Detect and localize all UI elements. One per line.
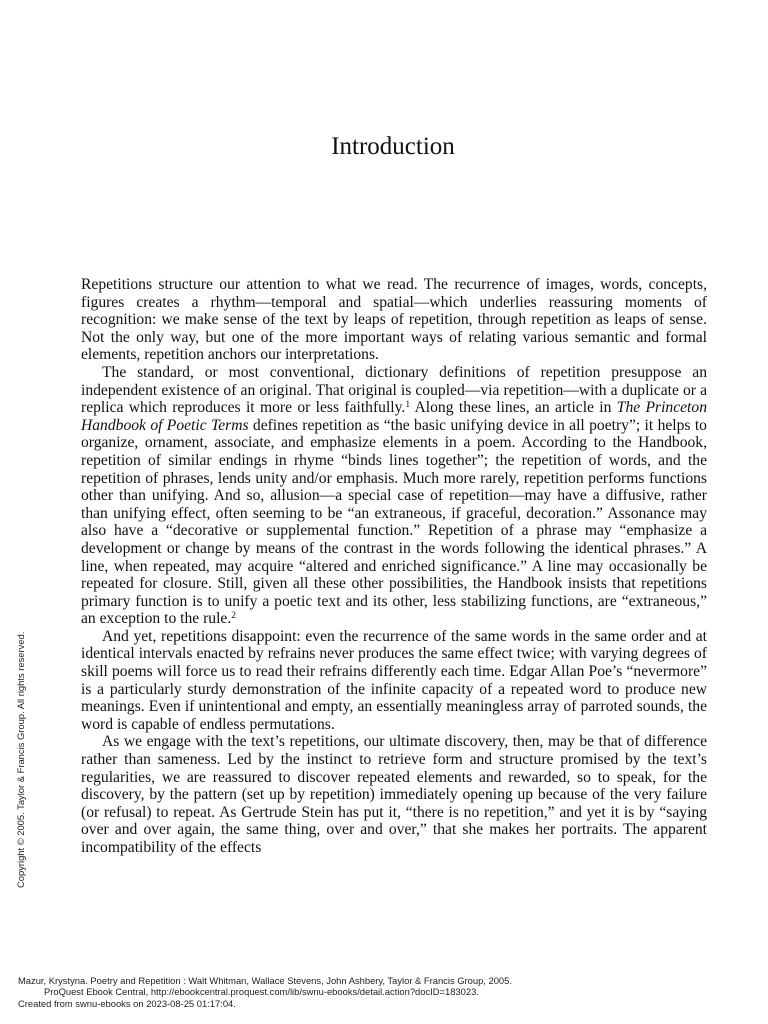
body-text [81, 276, 707, 857]
paragraph-2-text-b: Along these lines, an article in [410, 399, 617, 417]
paragraph-4: As we engage with the text’s repetitions, our ultimate discovery, then, may be that of difference rather than sameness. Led by the instinct to retrieve form and structure promised by the text’s regularities, we are reassured to discover repeated elements and rewarded, so to speak, for the discovery, by the pattern (set up by repetition) immediately opening up because of the very failure (or refusal) to repeat. As Gertrude Stein has put it, “there is no repetition,” and yet it is by “saying over and over again, the same thing, over and over,” that she makes her portraits. The apparent incompatibility of the effects [81, 733, 707, 856]
copyright-notice: Copyright © 2005. Taylor & Francis Group. All rights reserved. [15, 631, 26, 888]
footnote-ref-1: 1 [405, 400, 411, 411]
citation-line-3: Created from swnu-ebooks on 2023-08-25 01:17:04. [18, 997, 236, 1009]
footnote-ref-2: 2 [231, 611, 236, 622]
paragraph-1: Repetitions structure our attention to what we read. The recurrence of images, words, concepts, figures creates a rhythm—temporal and spatial—which underlies reassuring moments of recognition: we make sense of the text by leaps of repetition, through repetition as leaps of sense. Not the only way, but one of the more important ways of relating various semantic and formal elements, repetition anchors our interpretations. [81, 276, 707, 364]
book-title: The Princeton Handbook of Poetic Terms [81, 399, 707, 434]
citation-footer [18, 975, 512, 1009]
chapter-title: Introduction [331, 133, 455, 160]
citation-line-1: Mazur, Krystyna. Poetry and Repetition : Walt Whitman, Wallace Stevens, John Ashbery, Taylor & Francis Group, 2005. [18, 975, 512, 986]
paragraph-3: And yet, repetitions disappoint: even the recurrence of the same words in the same order and at identical intervals enacted by refrains never produces the same effect twice; with varying degrees of skill poems will force us to read their refrains differently each time. Edgar Allan Poe’s “nevermore” is a particularly sturdy demonstration of the infinite capacity of a repeated word to produce new meanings. Even if unintentional and empty, an essentially meaningless array of parroted sounds, the word is capable of endless permutations. [81, 627, 707, 733]
citation-line-2: ProQuest Ebook Central, http://ebookcentral.proquest.com/lib/swnu-ebooks/detail.action?docID=183023. [44, 986, 479, 998]
paragraph-2 [81, 364, 707, 628]
paragraph-2-text-c: defines repetition as “the basic unifying device in all poetry”; it helps to organize, ornament, associate, and emphasize elements in a poem. According to the Handbook, repetition of similar endings in rhyme “binds lines together”; the repetition of words, and the repetition of phrases, lends unity and/or emphasis. Much more rarely, repetition performs functions other than unifying. And so, allusion—a special case of repetition—may have a diffusive, rather than unifying effect, often seeming to be “an extraneous, if graceful, decoration.” Assonance may also have a “decorative or supplemental function.” Repetition of a phrase may “emphasize a development or change by means of the contrast in the words following the identical phrases.” A line, when repeated, may acquire “altered and enriched significance.” A line may occasionally be repeated for closure. Still, given all these other possibilities, the Handbook insists that repetitions primary function is to unify a poetic text and its other, less stabilizing functions, are “extraneous,” an exception to the rule. [81, 416, 707, 628]
paragraph-2-text-a: The standard, or most conventional, dictionary definitions of repetition presuppose an independent existence of an original. That original is coupled—via repetition—with a duplicate or a replica which reproduces it more or less faithfully. [81, 363, 707, 417]
